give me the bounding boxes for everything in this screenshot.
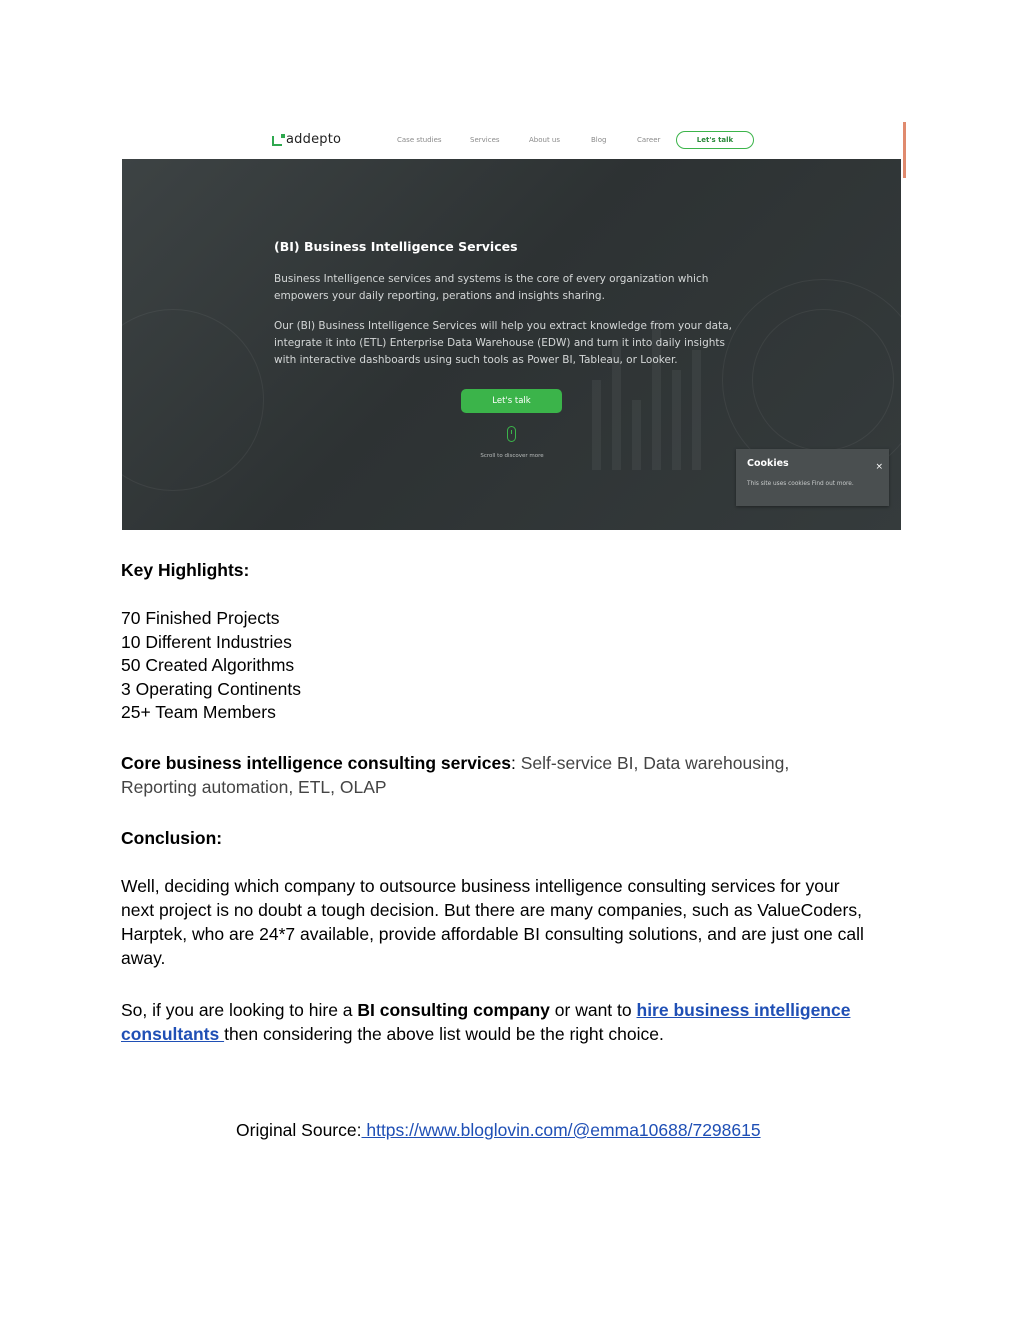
scrollbar-thumb[interactable] bbox=[903, 122, 906, 178]
conclusion-heading: Conclusion: bbox=[121, 828, 223, 848]
highlight-item: 3 Operating Continents bbox=[121, 679, 301, 699]
hero-title: (BI) Business Intelligence Services bbox=[274, 239, 518, 254]
hire-bi-consultants-link[interactable]: hire business intelligence bbox=[636, 1000, 851, 1020]
scroll-hint: Scroll to discover more bbox=[480, 453, 544, 459]
cookies-popup bbox=[736, 449, 889, 506]
hero-paragraph-2-line-3: with interactive dashboards using such tools as Power BI, Tableau, or Looker. bbox=[274, 354, 678, 366]
core-services-list: Self-service BI, Data warehousing, bbox=[515, 753, 790, 773]
cta-text: then considering the above list would be the right choice. bbox=[224, 1024, 664, 1044]
cta-bold-text: BI consulting company bbox=[357, 1000, 550, 1020]
hire-bi-consultants-link[interactable]: consultants bbox=[121, 1024, 225, 1044]
core-services-label: Core business intelligence consulting services bbox=[121, 753, 511, 773]
conclusion-line-3: Harptek, who are 24*7 available, provide affordable BI consulting solutions, and are just one call bbox=[121, 924, 864, 944]
source-label: Original Source: bbox=[236, 1120, 362, 1140]
decor-bar bbox=[592, 380, 601, 470]
source-link[interactable]: https://www.bloglovin.com/@emma10688/7298615 bbox=[361, 1120, 761, 1140]
decor-bar bbox=[632, 400, 641, 470]
highlight-item: 70 Finished Projects bbox=[121, 608, 280, 628]
site-navbar bbox=[122, 122, 906, 159]
cta-text: or want to bbox=[549, 1000, 637, 1020]
highlight-item: 25+ Team Members bbox=[121, 702, 276, 722]
hero-lets-talk-button[interactable]: Let's talk bbox=[461, 389, 562, 413]
nav-services[interactable]: Services bbox=[470, 136, 500, 144]
hero-paragraph-1-line-2: empowers your daily reporting, perations and insights sharing. bbox=[274, 290, 605, 302]
logo-icon bbox=[272, 136, 282, 146]
mouse-scroll-icon bbox=[507, 426, 516, 442]
core-services-line-1 bbox=[121, 751, 789, 775]
close-icon[interactable]: × bbox=[875, 462, 883, 472]
hero-section bbox=[122, 159, 901, 530]
highlight-item: 50 Created Algorithms bbox=[121, 655, 295, 675]
core-services-line-2: Reporting automation, ETL, OLAP bbox=[121, 777, 387, 797]
decor-circle bbox=[122, 309, 264, 491]
cta-text: So, if you are looking to hire a bbox=[121, 1000, 358, 1020]
conclusion-line-4: away. bbox=[121, 948, 166, 968]
decor-bar bbox=[672, 370, 681, 470]
cookies-message: This site uses cookies Find out more. bbox=[747, 481, 854, 487]
conclusion-line-1: Well, deciding which company to outsource business intelligence consulting services for your bbox=[121, 876, 840, 896]
cta-line-1 bbox=[121, 998, 911, 1022]
highlight-item: 10 Different Industries bbox=[121, 632, 292, 652]
original-source bbox=[236, 1118, 761, 1142]
nav-case-studies[interactable]: Case studies bbox=[397, 136, 442, 144]
hero-paragraph-1-line-1: Business Intelligence services and systems is the core of every organization which bbox=[274, 273, 709, 285]
website-screenshot bbox=[122, 122, 906, 530]
logo-text: addepto bbox=[286, 132, 342, 147]
highlights-heading: Key Highlights: bbox=[121, 560, 250, 580]
conclusion-line-2: next project is no doubt a tough decision. But there are many companies, such as ValueCoders, bbox=[121, 900, 862, 920]
decor-circle bbox=[752, 309, 894, 451]
hero-paragraph-2-line-1: Our (BI) Business Intelligence Services will help you extract knowledge from your data, bbox=[274, 320, 732, 332]
cookies-title: Cookies bbox=[747, 458, 789, 469]
nav-lets-talk-button[interactable]: Let's talk bbox=[676, 131, 754, 149]
nav-about-us[interactable]: About us bbox=[529, 136, 561, 144]
core-services-colon: : bbox=[511, 753, 516, 773]
nav-blog[interactable]: Blog bbox=[591, 136, 607, 144]
hero-paragraph-2-line-2: integrate it into (ETL) Enterprise Data Warehouse (EDW) and turn it into daily insights bbox=[274, 337, 725, 349]
site-logo[interactable] bbox=[272, 132, 341, 147]
nav-career[interactable]: Career bbox=[637, 136, 661, 144]
cta-line-2 bbox=[121, 1022, 911, 1046]
